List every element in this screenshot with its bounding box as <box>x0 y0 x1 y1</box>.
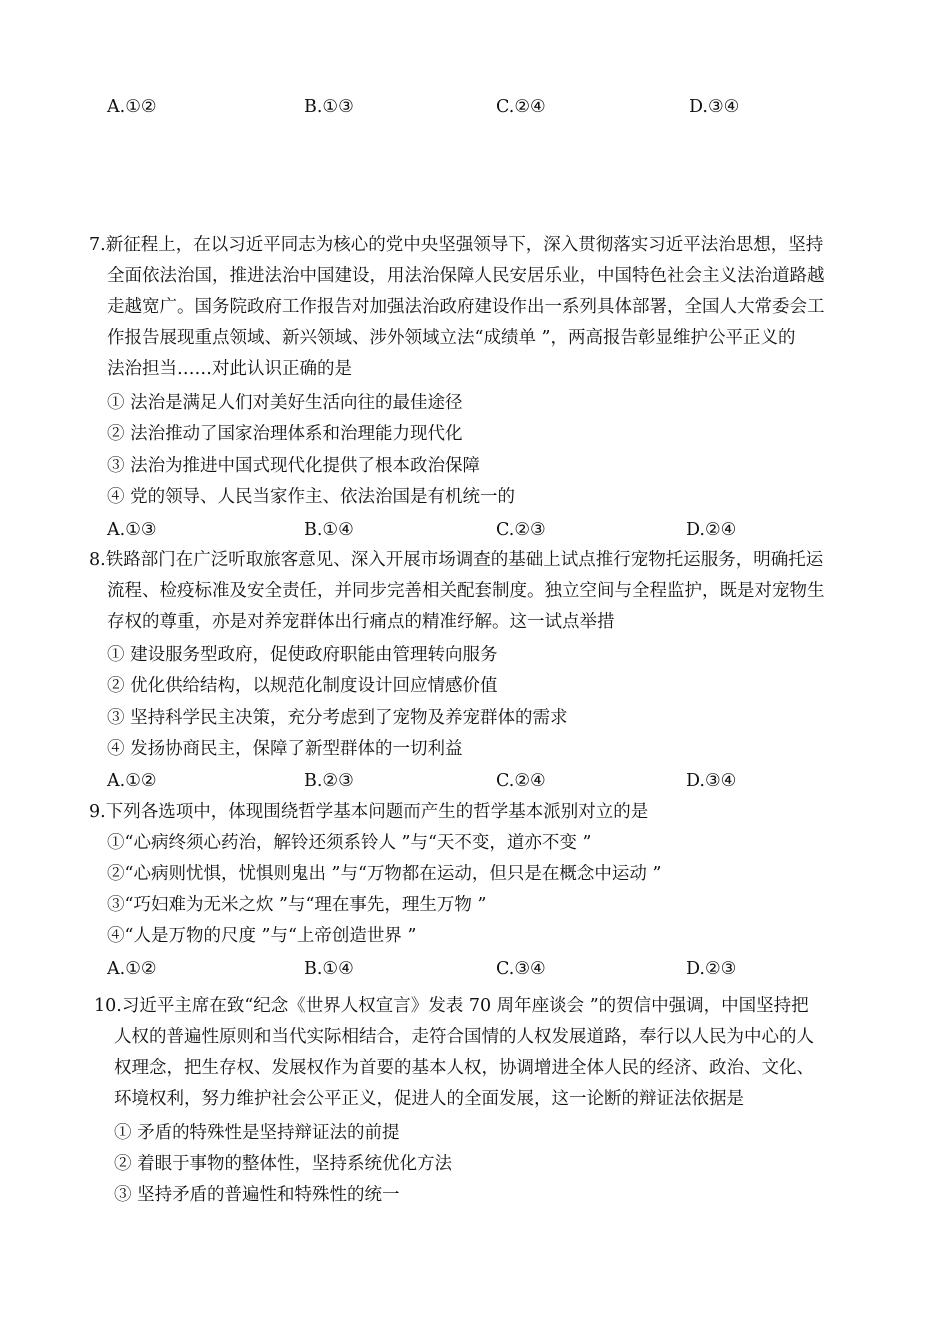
q8-options <box>0 769 950 793</box>
q8-item-4: ④ 发扬协商民主，保障了新型群体的一切利益 <box>107 739 463 759</box>
q7-stem-line: 7.新征程上，在以习近平同志为核心的党中央坚强领导下，深入贯彻落实习近平法治思想，坚持 <box>89 235 824 255</box>
q8-option-c: C.②④ <box>496 771 546 791</box>
q7-option-b: B.①④ <box>304 520 354 540</box>
q9-item-4: ④“人是万物的尺度 ”与“上帝创造世界 ” <box>107 926 417 946</box>
q9-stem-line: 9.下列各选项中，体现围绕哲学基本问题而产生的哲学基本派别对立的是 <box>89 802 649 822</box>
q6-option-c: C.②④ <box>496 97 546 117</box>
q10-item-3: ③ 坚持矛盾的普遍性和特殊性的统一 <box>114 1185 400 1205</box>
q10-stem-line: 10.习近平主席在致“纪念《世界人权宣言》发表 70 周年座谈会 ”的贺信中强调，中国坚持把 <box>94 996 809 1016</box>
q7-option-a: A.①③ <box>107 520 157 540</box>
q10-stem-line: 环境权利，努力维护社会公平正义，促进人的全面发展，这一论断的辩证法依据是 <box>114 1089 744 1109</box>
q6-option-b: B.①③ <box>304 97 354 117</box>
q7-item-3: ③ 法治为推进中国式现代化提供了根本政治保障 <box>107 456 481 476</box>
q9-option-c: C.③④ <box>496 959 546 979</box>
q10-stem-line: 权理念，把生存权、发展权作为首要的基本人权，协调增进全体人民的经济、政治、文化、 <box>114 1058 814 1078</box>
q8-option-d: D.③④ <box>686 771 737 791</box>
q7-options <box>0 518 950 542</box>
q8-item-3: ③ 坚持科学民主决策，充分考虑到了宠物及养宠群体的需求 <box>107 708 568 728</box>
q7-item-1: ① 法治是满足人们对美好生活向往的最佳途径 <box>107 393 463 413</box>
q8-option-a: A.①② <box>107 771 157 791</box>
q8-stem-line: 存权的尊重，亦是对养宠群体出行痛点的精准纾解。这一试点举措 <box>107 612 615 632</box>
q10-stem-line: 人权的普遍性原则和当代实际相结合，走符合国情的人权发展道路，奉行以人民为中心的人 <box>114 1027 814 1047</box>
q8-stem-line: 流程、检疫标准及安全责任，并同步完善相关配套制度。独立空间与全程监护，既是对宠物生 <box>107 581 825 601</box>
q9-option-a: A.①② <box>107 959 157 979</box>
q8-stem-line: 8.铁路部门在广泛听取旅客意见、深入开展市场调查的基础上试点推行宠物托运服务，明确托运 <box>89 550 824 570</box>
q7-item-4: ④ 党的领导、人民当家作主、依法治国是有机统一的 <box>107 487 516 507</box>
q7-item-2: ② 法治推动了国家治理体系和治理能力现代化 <box>107 424 463 444</box>
q9-item-1: ①“心病终须心药治，解铃还须系铃人 ”与“天不变，道亦不变 ” <box>107 833 592 853</box>
q7-option-c: C.②③ <box>496 520 546 540</box>
q8-item-1: ① 建设服务型政府，促使政府职能由管理转向服务 <box>107 645 498 665</box>
q9-item-2: ②“心病则忧惧，忧惧则鬼出 ”与“万物都在运动，但只是在概念中运动 ” <box>107 864 662 884</box>
q10-item-2: ② 着眼于事物的整体性，坚持系统优化方法 <box>114 1154 453 1174</box>
q7-option-d: D.②④ <box>686 520 737 540</box>
q7-stem-line: 作报告展现重点领域、新兴领域、涉外领域立法“成绩单 ”，两高报告彰显维护公平正义的 <box>107 328 796 348</box>
q9-option-b: B.①④ <box>304 959 354 979</box>
q9-option-d: D.②③ <box>686 959 737 979</box>
q6-option-d: D.③④ <box>689 97 740 117</box>
q7-stem-line: 法治担当……对此认识正确的是 <box>107 359 352 379</box>
q7-stem-line: 全面依法治国，推进法治中国建设，用法治保障人民安居乐业，中国特色社会主义法治道路越 <box>107 266 825 286</box>
q8-option-b: B.②③ <box>304 771 354 791</box>
q6-options <box>0 95 950 119</box>
q6-option-a: A.①② <box>107 97 157 117</box>
q9-item-3: ③“巧妇难为无米之炊 ”与“理在事先，理生万物 ” <box>107 895 487 915</box>
q10-item-1: ① 矛盾的特殊性是坚持辩证法的前提 <box>114 1123 400 1143</box>
q8-item-2: ② 优化供给结构，以规范化制度设计回应情感价值 <box>107 676 498 696</box>
q7-stem-line: 走越宽广。国务院政府工作报告对加强法治政府建设作出一系列具体部署，全国人大常委会工 <box>107 297 825 317</box>
q9-options <box>0 957 950 981</box>
